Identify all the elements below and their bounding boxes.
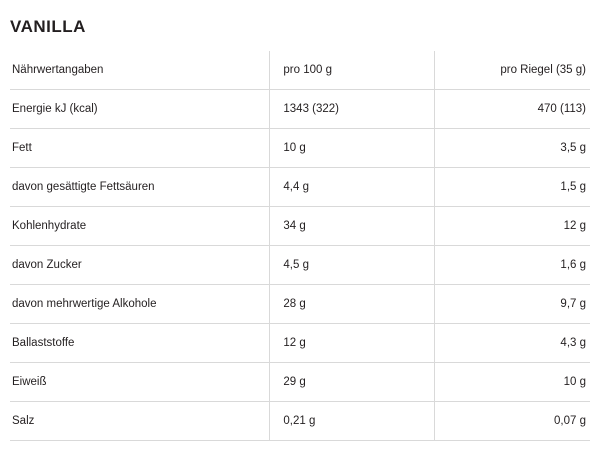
row-per-100g: 0,21 g (270, 401, 435, 440)
row-label: davon Zucker (12, 258, 82, 271)
table-row (10, 401, 590, 440)
row-per-bar: 470 (113) (435, 89, 590, 128)
header-label: Nährwertangaben (12, 63, 104, 76)
table-row (10, 128, 590, 167)
nutrition-table-body (10, 51, 590, 441)
row-per-bar: 9,7 g (435, 284, 590, 323)
table-row (10, 167, 590, 206)
table-row (10, 284, 590, 323)
row-per-100g: 4,4 g (270, 167, 435, 206)
row-per-bar: 0,07 g (435, 401, 590, 440)
nutrition-table (10, 51, 590, 441)
table-row (10, 89, 590, 128)
header-per-100g: pro 100 g (270, 51, 435, 90)
table-row (10, 362, 590, 401)
row-per-100g: 29 g (270, 362, 435, 401)
row-per-bar: 1,5 g (435, 167, 590, 206)
row-per-100g: 4,5 g (270, 245, 435, 284)
row-label: davon gesättigte Fettsäuren (12, 180, 155, 193)
row-per-bar: 3,5 g (435, 128, 590, 167)
row-per-bar: 1,6 g (435, 245, 590, 284)
row-label: Kohlenhydrate (12, 219, 87, 232)
row-label: Energie kJ (kcal) (12, 102, 98, 115)
table-header-row (10, 51, 590, 90)
row-per-100g: 10 g (270, 128, 435, 167)
row-per-bar: 12 g (435, 206, 590, 245)
row-label: Eiweiß (12, 375, 47, 388)
table-row (10, 323, 590, 362)
row-per-100g: 12 g (270, 323, 435, 362)
row-label: Fett (12, 141, 32, 154)
row-label: Salz (12, 414, 35, 427)
row-label: davon mehrwertige Alkohole (12, 297, 157, 310)
header-per-bar: pro Riegel (35 g) (435, 51, 590, 90)
table-row (10, 206, 590, 245)
row-per-bar: 4,3 g (435, 323, 590, 362)
row-per-100g: 28 g (270, 284, 435, 323)
row-label: Ballaststoffe (12, 336, 75, 349)
row-per-bar: 10 g (435, 362, 590, 401)
page-title: VANILLA (10, 17, 86, 36)
row-per-100g: 1343 (322) (270, 89, 435, 128)
row-per-100g: 34 g (270, 206, 435, 245)
table-row (10, 245, 590, 284)
